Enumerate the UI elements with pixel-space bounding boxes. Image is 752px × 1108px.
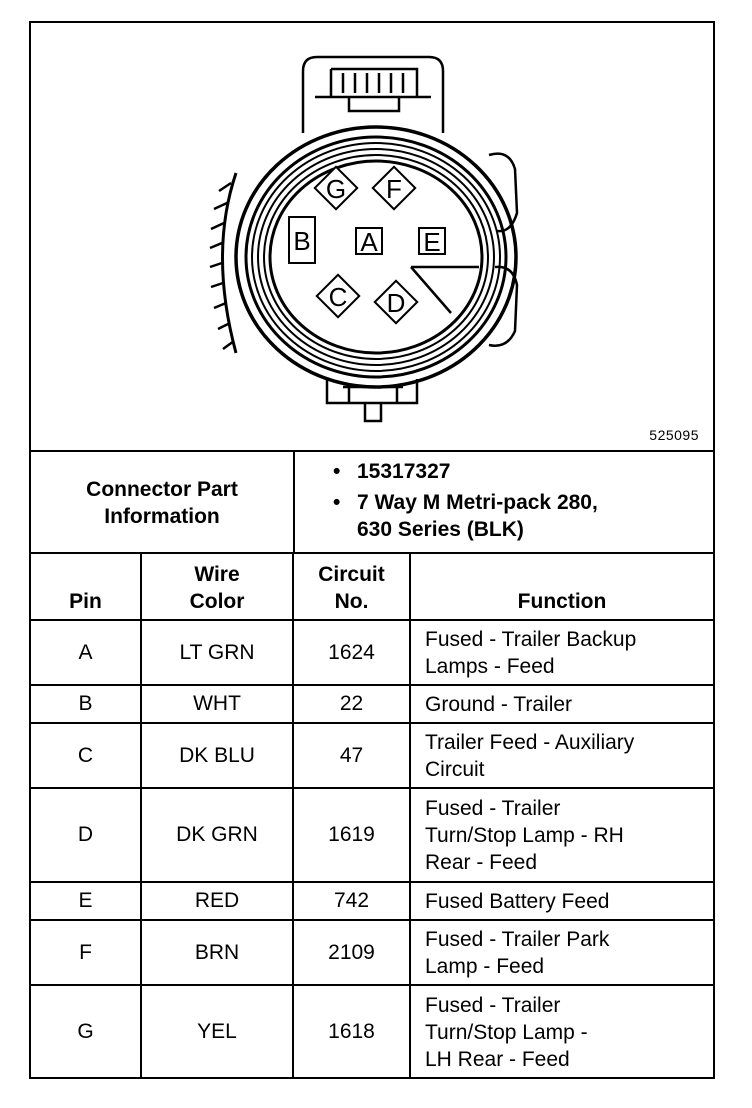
pin-label-g: G bbox=[325, 174, 347, 204]
cell-function: Fused - Trailer Turn/Stop Lamp - LH Rear - Feed bbox=[410, 985, 713, 1078]
pin-label-e: E bbox=[423, 227, 441, 257]
cell-circuit: 47 bbox=[293, 723, 410, 788]
connector-info bbox=[31, 452, 713, 553]
cell-function: Fused Battery Feed bbox=[410, 882, 713, 920]
pinout-table bbox=[31, 554, 713, 1078]
info-label-line2: Information bbox=[104, 504, 220, 528]
cell-function: Fused - Trailer Turn/Stop Lamp - RH Rear - Feed bbox=[410, 788, 713, 882]
cell-wire-color: WHT bbox=[141, 685, 293, 723]
pin-label-c: C bbox=[328, 282, 348, 312]
cell-pin: F bbox=[31, 920, 141, 985]
cell-pin: A bbox=[31, 620, 141, 685]
cell-pin: G bbox=[31, 985, 141, 1078]
pin-label-b: B bbox=[293, 226, 311, 256]
connector-sheet bbox=[29, 21, 715, 1079]
cell-circuit: 742 bbox=[293, 882, 410, 920]
table-row bbox=[31, 882, 713, 920]
info-label-line1: Connector Part bbox=[86, 477, 238, 501]
cell-circuit: 1624 bbox=[293, 620, 410, 685]
table-row bbox=[31, 788, 713, 882]
cell-wire-color: YEL bbox=[141, 985, 293, 1078]
table-row bbox=[31, 723, 713, 788]
info-item-description: • 7 Way M Metri-pack 280, 630 Series (BLK) bbox=[331, 489, 711, 543]
figure-id: 525095 bbox=[649, 427, 699, 443]
info-item-part-number: • 15317327 bbox=[331, 458, 711, 485]
cell-pin: E bbox=[31, 882, 141, 920]
connector-drawing bbox=[31, 23, 713, 451]
cell-circuit: 1618 bbox=[293, 985, 410, 1078]
pin-label-a: A bbox=[360, 227, 378, 257]
cell-circuit: 2109 bbox=[293, 920, 410, 985]
table-header-row bbox=[31, 554, 713, 620]
cell-function: Ground - Trailer bbox=[410, 685, 713, 723]
pin-label-d: D bbox=[386, 288, 406, 318]
header-pin: Pin bbox=[31, 554, 141, 620]
cell-function: Trailer Feed - Auxiliary Circuit bbox=[410, 723, 713, 788]
cell-wire-color: DK BLU bbox=[141, 723, 293, 788]
cell-wire-color: LT GRN bbox=[141, 620, 293, 685]
connector-info-label bbox=[31, 452, 293, 553]
header-wire-color: Wire Color bbox=[141, 554, 293, 620]
cell-wire-color: BRN bbox=[141, 920, 293, 985]
table-row bbox=[31, 620, 713, 685]
cell-circuit: 1619 bbox=[293, 788, 410, 882]
cell-pin: D bbox=[31, 788, 141, 882]
cell-wire-color: RED bbox=[141, 882, 293, 920]
cell-function: Fused - Trailer Backup Lamps - Feed bbox=[410, 620, 713, 685]
cell-wire-color: DK GRN bbox=[141, 788, 293, 882]
connector-diagram bbox=[31, 23, 713, 451]
cell-pin: C bbox=[31, 723, 141, 788]
pin-label-f: F bbox=[386, 174, 402, 204]
header-function: Function bbox=[410, 554, 713, 620]
cell-circuit: 22 bbox=[293, 685, 410, 723]
header-circuit-no: Circuit No. bbox=[293, 554, 410, 620]
table-row bbox=[31, 985, 713, 1078]
connector-info-list bbox=[331, 458, 711, 547]
cell-pin: B bbox=[31, 685, 141, 723]
info-divider bbox=[293, 452, 295, 553]
cell-function: Fused - Trailer Park Lamp - Feed bbox=[410, 920, 713, 985]
table-row bbox=[31, 920, 713, 985]
table-row bbox=[31, 685, 713, 723]
